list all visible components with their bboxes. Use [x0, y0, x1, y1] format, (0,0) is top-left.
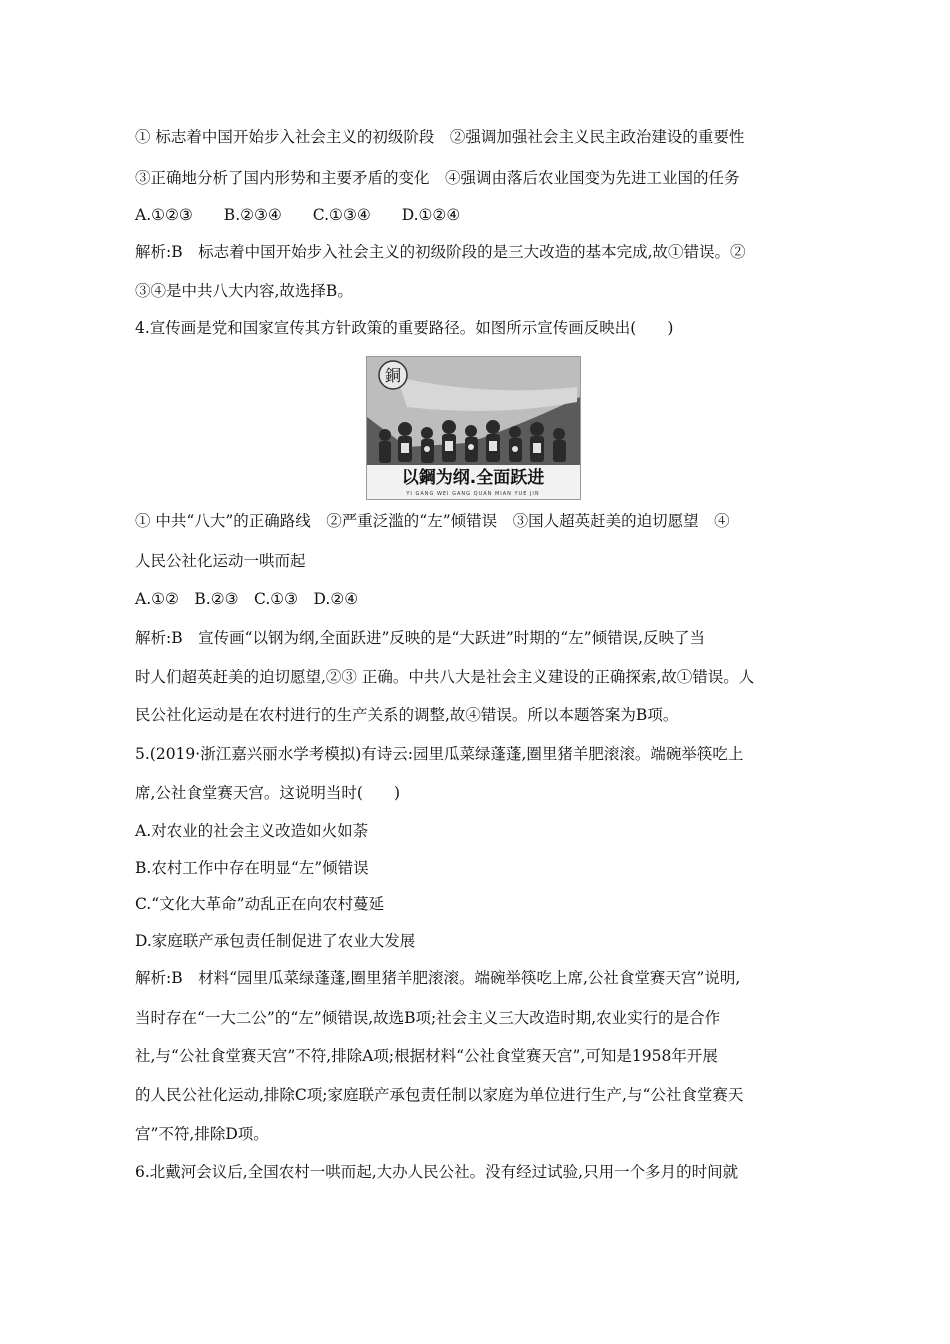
- q3-choices: A.①②③ B.②③④ C.①③④ D.①②④: [135, 206, 461, 224]
- q5-stem-line-1: 5.(2019·浙江嘉兴丽水学考模拟)有诗云:园里瓜菜绿蓬蓬,圈里猪羊肥滚滚。端碗举筷吃上: [135, 745, 744, 763]
- q5-option-b: B.农村工作中存在明显“左”倾错误: [135, 859, 369, 877]
- q3-analysis-line-2: ③④是中共八大内容,故选择B。: [135, 282, 353, 300]
- q4-analysis-line-1: 解析:B 宣传画“以钢为纲,全面跃进”反映的是“大跃进”时期的“左”倾错误,反映了当: [135, 629, 706, 647]
- q6-stem-line-1: 6.北戴河会议后,全国农村一哄而起,大办人民公社。没有经过试验,只用一个多月的时间就: [135, 1163, 739, 1181]
- poster-crowd: [379, 420, 566, 463]
- q5-analysis-line-2: 当时存在“一大二公”的“左”倾错误,故选B项;社会主义三大改造时期,农业实行的是合作: [135, 1009, 721, 1027]
- q4-analysis-line-2: 时人们超英赶美的迫切愿望,②③ 正确。中共八大是社会主义建设的正确探索,故①错误。人: [135, 668, 755, 686]
- q4-options-line-1: ① 中共“八大”的正确路线 ②严重泛滥的“左”倾错误 ③国人超英赶美的迫切愿望 ④: [135, 512, 730, 530]
- q4-stem: 4.宣传画是党和国家宣传其方针政策的重要路径。如图所示宣传画反映出( ): [135, 319, 674, 337]
- q5-stem-line-2: 席,公社食堂赛天宫。这说明当时( ): [135, 784, 401, 802]
- poster-badge-char: 銅: [384, 366, 402, 385]
- q3-analysis-line-1: 解析:B 标志着中国开始步入社会主义的初级阶段的是三大改造的基本完成,故①错误。②: [135, 243, 746, 261]
- propaganda-poster: [366, 356, 581, 500]
- q5-analysis-line-1: 解析:B 材料“园里瓜菜绿蓬蓬,圈里猪羊肥滚滚。端碗举筷吃上席,公社食堂赛天宫”说明,: [135, 969, 741, 987]
- q5-option-a: A.对农业的社会主义改造如火如荼: [135, 822, 369, 840]
- q3-options-line-2: ③正确地分析了国内形势和主要矛盾的变化 ④强调由落后农业国变为先进工业国的任务: [135, 169, 740, 187]
- q4-analysis-line-3: 民公社化运动是在农村进行的生产关系的调整,故④错误。所以本题答案为B项。: [135, 706, 679, 724]
- q5-option-d: D.家庭联产承包责任制促进了农业大发展: [135, 932, 416, 950]
- q5-option-c: C.“文化大革命”动乱正在向农村蔓延: [135, 895, 385, 913]
- q5-analysis-line-4: 的人民公社化运动,排除C项;家庭联产承包责任制以家庭为单位进行生产,与“公社食堂赛天: [135, 1086, 744, 1104]
- q5-analysis-line-3: 社,与“公社食堂赛天宫”不符,排除A项;根据材料“公社食堂赛天宫”,可知是1958年开展: [135, 1047, 718, 1065]
- q5-analysis-line-5: 宫”不符,排除D项。: [135, 1125, 269, 1143]
- q4-choices: A.①② B.②③ C.①③ D.②④: [135, 590, 359, 608]
- q4-options-line-2: 人民公社化运动一哄而起: [135, 552, 306, 570]
- poster-illustration: [367, 357, 580, 499]
- poster-slogan: 以鋼为纲.全面跃进: [401, 468, 545, 488]
- poster-pinyin: YI GANG WEI GANG QUAN MIAN YUE JIN: [406, 491, 540, 497]
- q3-options-line-1: ① 标志着中国开始步入社会主义的初级阶段 ②强调加强社会主义民主政治建设的重要性: [135, 128, 745, 146]
